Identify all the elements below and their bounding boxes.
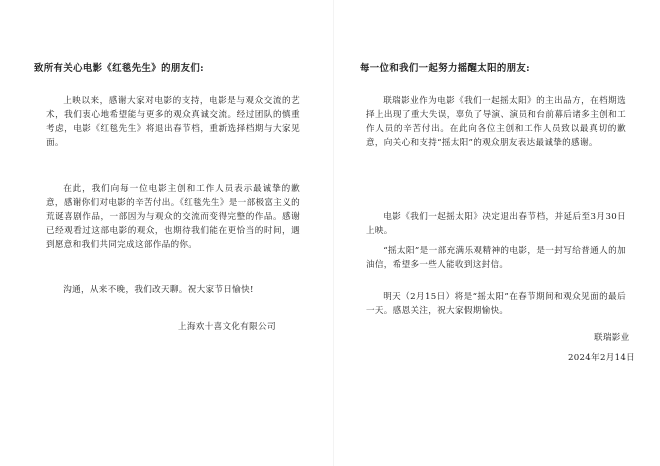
right-letter-date: 2024年2月14日 xyxy=(568,353,636,363)
left-letter-paragraph-3: 沟通，从来不晚，我们改天聊。祝大家节日愉快! xyxy=(63,285,254,295)
right-letter-paragraph-1: 联瑞影业作为电影《我们一起摇太阳》的主出品方，在档期选择上出现了重大失误，辜负了导演、演员和台前幕后诸多主创和工作人员的辛苦付出。在此向各位主创和工作人员致以最真切的歉意，向关心和支持“摇太阳”的观众朋友表达最诚挚的感谢。 xyxy=(366,96,626,148)
right-letter-signature: 联瑞影业 xyxy=(594,333,630,343)
column-divider xyxy=(333,0,334,466)
left-letter-paragraph-1: 上映以来，感谢大家对电影的支持，电影是与观众交流的艺术，我们衷心地希望能与更多的观众真诚交流。经过团队的慎重考虑，电影《红毯先生》将退出春节档，重新选择档期与大家见面。 xyxy=(46,96,300,148)
left-letter-salutation: 致所有关心电影《红毯先生》的朋友们: xyxy=(34,63,205,74)
right-letter-salutation: 每一位和我们一起努力摇醒太阳的朋友: xyxy=(360,63,531,74)
right-letter-paragraph-2: 电影《我们一起摇太阳》决定退出春节档，并延后至3月30日上映。 xyxy=(366,212,626,236)
left-letter-paragraph-2: 在此，我们向每一位电影主创和工作人员表示最诚挚的歉意，感谢你们对电影的辛苦付出。《红毯先生》是一部极富主义的荒诞喜剧作品，一部因为与观众的交流而变得完整的作品。感谢已经观看过这部电影的观众，也期待我们能在更恰当的时间，遇到愿意和我们共同完成这部作品的你。 xyxy=(46,184,300,250)
left-letter-signature: 上海欢十喜文化有限公司 xyxy=(178,322,276,332)
right-letter-paragraph-4: 明天（2月15日）将是“摇太阳”在春节期间和观众见面的最后一天。感恩关注，祝大家假期愉快。 xyxy=(366,292,626,316)
right-letter-paragraph-3: “摇太阳”是一部充满乐观精神的电影，是一封写给普通人的加油信，希望多一些人能收到这封信。 xyxy=(366,246,626,270)
